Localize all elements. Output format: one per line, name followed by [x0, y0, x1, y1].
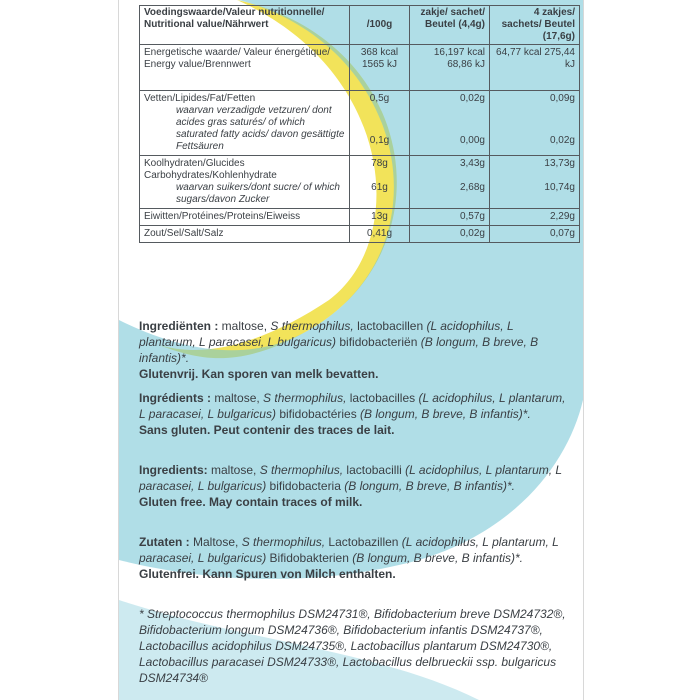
cell-sachet: 3,43g: [459, 158, 485, 169]
row-label: Zout/Sel/Salt/Salz: [140, 226, 350, 243]
cell-four: 0,09g: [549, 93, 575, 104]
cell-sachet: 16,197 kcal 68,86 kJ: [410, 45, 490, 91]
cell-per100: 0,41g: [350, 226, 410, 243]
allergen-note: Sans gluten. Peut contenir des traces de lait.: [139, 423, 395, 437]
ingredients-heading: Ingredients:: [139, 463, 208, 477]
cell-four-sub: 10,74g: [544, 182, 575, 193]
allergen-note: Gluten free. May contain traces of milk.: [139, 495, 363, 509]
row-sublabel: waarvan suikers/dont sucre/ of which sugars/davon Zucker: [176, 182, 340, 205]
cell-four: 2,29g: [490, 209, 580, 226]
ingredients-en: Ingredients: maltose, S thermophilus, lactobacilli (L acidophilus, L plantarum, L paracasei, L bulgaricus) bifidobacteria (B longum, B breve, B infantis)*. Gluten free. May contain traces of milk.: [139, 463, 562, 509]
cell-per100-sub: 61g: [371, 182, 388, 193]
cell-four: 13,73g: [544, 158, 575, 169]
table-row: [140, 91, 580, 156]
cell-sachet: 0,02g: [459, 93, 485, 104]
ingredients-heading: Ingrediënten :: [139, 319, 219, 333]
row-label: Eiwitten/Protéines/Proteins/Eiweiss: [140, 209, 350, 226]
strain-footnote: * Streptococcus thermophilus DSM24731®, Bifidobacterium breve DSM24732®, Bifidobacterium longum DSM24736®, Bifidobacterium infantis DSM24737®, Lactobacillus acidophilus DSM24735®, Lactobacillus plantarum DSM24730®, Lactobacillus paracasei DSM24733®, Lactobacillus delbrueckii ssp. bulgaricus DSM24734®: [139, 607, 566, 685]
table-row: [140, 156, 580, 209]
nutrition-table: [139, 5, 580, 243]
table-row: [140, 226, 580, 243]
cell-per100-sub: 0,1g: [369, 135, 390, 146]
cell-per100: 0,5g: [369, 93, 390, 104]
allergen-note: Glutenfrei. Kann Spuren von Milch enthalten.: [139, 567, 396, 581]
cell-four-sub: 0,02g: [549, 135, 575, 146]
header-per100: /100g: [350, 6, 410, 45]
cell-sachet-sub: 0,00g: [459, 135, 485, 146]
row-label: Koolhydraten/Glucides Carbohydrates/Kohlenhydrate: [144, 158, 277, 181]
product-label-card: [118, 0, 584, 700]
cell-per100: 368 kcal 1565 kJ: [350, 45, 410, 91]
ingredients-de: Zutaten : Maltose, S thermophilus, Lactobazillen (L acidophilus, L plantarum, L paracasei, L bulgaricus) Bifidobakterien (B longum, B breve, B infantis)*. Glutenfrei. Kann Spuren von Milch enthalten.: [139, 535, 559, 581]
header-sachet: zakje/ sachet/ Beutel (4,4g): [410, 6, 490, 45]
cell-per100: 13g: [350, 209, 410, 226]
ingredients-nl: Ingrediënten : maltose, S thermophilus, lactobacillen (L acidophilus, L plantarum, L paracasei, L bulgaricus) bifidobacteriën (B longum, B breve, B infantis)*. Glutenvrij. Kan sporen van melk bevatten.: [139, 319, 539, 381]
cell-sachet: 0,57g: [410, 209, 490, 226]
ingredients-fr: Ingrédients : maltose, S thermophilus, lactobacilles (L acidophilus, L plantarum, L paracasei, L bulgaricus) bifidobactéries (B longum, B breve, B infantis)*. Sans gluten. Peut contenir des traces de lait.: [139, 391, 566, 437]
row-sublabel: waarvan verzadigde vetzuren/ dont acides gras saturés/ of which saturated fatty acids/ davon gesättigte Fettsäuren: [176, 105, 345, 152]
header-four: 4 zakjes/ sachets/ Beutel (17,6g): [490, 6, 580, 45]
header-label: Voedingswaarde/Valeur nutritionnelle/ Nutritional value/Nährwert: [140, 6, 350, 45]
row-label: Vetten/Lipides/Fat/Fetten: [144, 93, 256, 104]
cell-four: 0,07g: [490, 226, 580, 243]
row-label: Energetische waarde/ Valeur énergétique/ Energy value/Brennwert: [140, 45, 350, 91]
ingredients-heading: Ingrédients :: [139, 391, 212, 405]
cell-per100: 78g: [371, 158, 388, 169]
allergen-note: Glutenvrij. Kan sporen van melk bevatten.: [139, 367, 379, 381]
cell-sachet: 0,02g: [410, 226, 490, 243]
cell-sachet-sub: 2,68g: [459, 182, 485, 193]
cell-four: 64,77 kcal 275,44 kJ: [490, 45, 580, 91]
table-header-row: [140, 6, 580, 45]
table-row: [140, 209, 580, 226]
ingredients-heading: Zutaten :: [139, 535, 190, 549]
table-row: [140, 45, 580, 91]
